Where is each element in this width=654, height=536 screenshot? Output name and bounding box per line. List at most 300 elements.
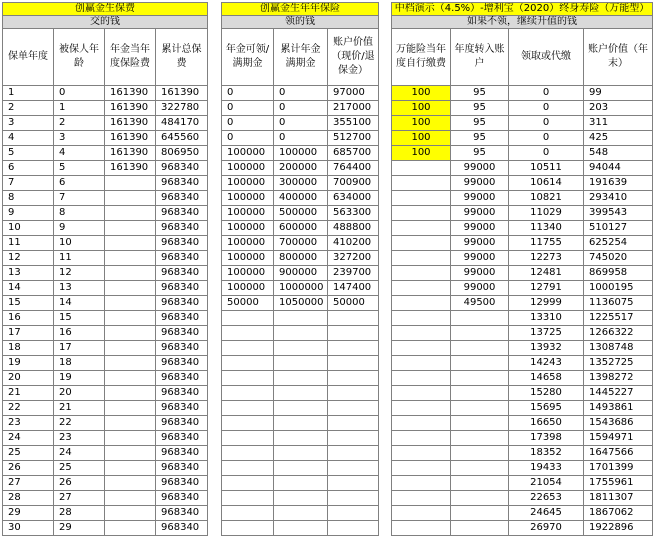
table-cell	[274, 401, 328, 416]
table-cell: 18352	[509, 446, 584, 461]
table-cell: 100000	[222, 236, 274, 251]
table-cell: 968340	[156, 266, 208, 281]
table-row	[3, 356, 208, 371]
table-row	[392, 431, 653, 446]
table-cell	[105, 251, 156, 266]
table-cell	[451, 311, 509, 326]
table-cell: 1811307	[584, 491, 653, 506]
table-cell	[274, 341, 328, 356]
table-cell	[392, 401, 451, 416]
table-cell: 161390	[105, 116, 156, 131]
table-cell	[328, 446, 379, 461]
table-cell	[105, 356, 156, 371]
table-cell: 23	[3, 416, 54, 431]
table-row	[222, 386, 379, 401]
table-cell	[105, 326, 156, 341]
table-cell: 968340	[156, 251, 208, 266]
table-cell: 1050000	[274, 296, 328, 311]
table-row	[222, 116, 379, 131]
table-row	[3, 341, 208, 356]
table-cell: 968340	[156, 191, 208, 206]
table-row	[3, 206, 208, 221]
table-cell	[222, 521, 274, 536]
table-cell	[392, 416, 451, 431]
table-cell	[222, 446, 274, 461]
table-cell	[451, 356, 509, 371]
table-cell	[392, 356, 451, 371]
table-cell: 968340	[156, 206, 208, 221]
table-row	[392, 476, 653, 491]
table-cell: 191639	[584, 176, 653, 191]
table-cell	[392, 341, 451, 356]
table-cell: 21	[54, 401, 105, 416]
table-cell	[105, 206, 156, 221]
table-cell	[105, 461, 156, 476]
table-cell: 300000	[274, 176, 328, 191]
table-cell	[451, 401, 509, 416]
table-row	[222, 206, 379, 221]
table-cell: 16	[3, 311, 54, 326]
table-cell	[451, 341, 509, 356]
table-cell	[274, 461, 328, 476]
table-cell: 4	[54, 146, 105, 161]
table-cell: 2	[3, 101, 54, 116]
table-cell: 95	[451, 86, 509, 101]
table-cell: 16	[54, 326, 105, 341]
table-cell: 1	[3, 86, 54, 101]
table-cell: 239700	[328, 266, 379, 281]
table-cell: 1543686	[584, 416, 653, 431]
table-cell: 1225517	[584, 311, 653, 326]
table-cell: 25	[54, 461, 105, 476]
table-cell	[451, 491, 509, 506]
table-row	[392, 131, 653, 146]
table-cell	[328, 461, 379, 476]
table-row	[3, 296, 208, 311]
table-cell	[222, 461, 274, 476]
table-row	[392, 236, 653, 251]
table-row	[392, 506, 653, 521]
table-cell: 968340	[156, 461, 208, 476]
table-cell: 12481	[509, 266, 584, 281]
table-cell	[328, 386, 379, 401]
table-cell: 29	[3, 506, 54, 521]
table-row	[392, 161, 653, 176]
table-cell: 217000	[328, 101, 379, 116]
header-row	[3, 29, 208, 86]
table-cell: 161390	[156, 86, 208, 101]
table-row	[392, 86, 653, 101]
column-header: 累计年金满期金	[274, 29, 328, 86]
table-cell: 100	[392, 86, 451, 101]
table-cell: 95	[451, 116, 509, 131]
table-cell	[392, 281, 451, 296]
table-cell	[105, 191, 156, 206]
table-row	[222, 326, 379, 341]
table-cell: 968340	[156, 431, 208, 446]
table-cell: 11755	[509, 236, 584, 251]
table-row	[222, 281, 379, 296]
table-cell: 968340	[156, 296, 208, 311]
table-cell	[392, 521, 451, 536]
table-cell: 99	[584, 86, 653, 101]
table-row	[392, 461, 653, 476]
table-cell: 15280	[509, 386, 584, 401]
table-cell: 10	[3, 221, 54, 236]
table-cell	[105, 476, 156, 491]
table-cell: 21054	[509, 476, 584, 491]
table-title: 创赢金生保费	[3, 3, 208, 16]
table-cell: 0	[222, 101, 274, 116]
table-cell	[451, 521, 509, 536]
table-row	[3, 101, 208, 116]
table-cell	[392, 176, 451, 191]
table-cell: 968340	[156, 491, 208, 506]
column-header: 年度转入账户	[451, 29, 509, 86]
table-cell	[392, 191, 451, 206]
table-cell: 800000	[274, 251, 328, 266]
table-row	[222, 371, 379, 386]
table-cell: 30	[3, 521, 54, 536]
table-subtitle: 如果不领，继续升值的钱	[392, 16, 653, 29]
table-cell: 5	[54, 161, 105, 176]
table-cell	[392, 461, 451, 476]
table-cell: 15	[54, 311, 105, 326]
table-row	[392, 356, 653, 371]
table-cell: 26	[3, 461, 54, 476]
table-cell: 99000	[451, 191, 509, 206]
table-cell: 0	[274, 116, 328, 131]
table-row	[222, 341, 379, 356]
table-cell: 26	[54, 476, 105, 491]
table-cell: 100000	[222, 281, 274, 296]
table-cell: 563300	[328, 206, 379, 221]
table-cell: 19	[3, 356, 54, 371]
table-cell: 2	[54, 116, 105, 131]
table-cell: 95	[451, 131, 509, 146]
table-cell: 968340	[156, 161, 208, 176]
table-row	[3, 266, 208, 281]
table-row	[392, 341, 653, 356]
table-cell	[392, 161, 451, 176]
table-cell	[392, 506, 451, 521]
table-cell: 11	[54, 251, 105, 266]
table-row	[3, 461, 208, 476]
table-cell: 161390	[105, 146, 156, 161]
premium-table	[2, 2, 208, 536]
table-cell: 0	[509, 86, 584, 101]
table-cell	[328, 506, 379, 521]
table-row	[3, 506, 208, 521]
table-row	[222, 86, 379, 101]
table-cell: 13	[54, 281, 105, 296]
table-row	[392, 401, 653, 416]
table-subtitle-row	[392, 16, 653, 29]
table-cell	[222, 371, 274, 386]
table-cell: 1493861	[584, 401, 653, 416]
table-cell: 95	[451, 101, 509, 116]
table-cell: 311	[584, 116, 653, 131]
table-cell: 355100	[328, 116, 379, 131]
table-row	[392, 326, 653, 341]
table-cell: 1136075	[584, 296, 653, 311]
table-cell: 700000	[274, 236, 328, 251]
table-cell: 10	[54, 236, 105, 251]
table-cell: 100	[392, 146, 451, 161]
table-cell: 764400	[328, 161, 379, 176]
table-cell: 100000	[222, 161, 274, 176]
table-cell: 1594971	[584, 431, 653, 446]
table-cell: 399543	[584, 206, 653, 221]
table-row	[392, 146, 653, 161]
table-cell	[274, 446, 328, 461]
table-cell: 8	[54, 206, 105, 221]
table-cell: 685700	[328, 146, 379, 161]
table-cell	[392, 371, 451, 386]
table-cell: 13310	[509, 311, 584, 326]
table-cell: 968340	[156, 341, 208, 356]
table-cell	[105, 431, 156, 446]
annuity-table	[221, 2, 379, 536]
table-cell: 99000	[451, 266, 509, 281]
table-row	[392, 221, 653, 236]
table-cell: 100000	[222, 176, 274, 191]
table-cell: 968340	[156, 176, 208, 191]
table-row	[3, 326, 208, 341]
table-cell	[274, 386, 328, 401]
table-cell	[274, 371, 328, 386]
table-cell: 968340	[156, 521, 208, 536]
table-cell	[222, 416, 274, 431]
table-row	[392, 491, 653, 506]
table-cell: 22	[3, 401, 54, 416]
table-row	[392, 281, 653, 296]
table-cell: 968340	[156, 506, 208, 521]
table-cell: 0	[222, 116, 274, 131]
table-cell: 4	[3, 131, 54, 146]
table-cell: 1266322	[584, 326, 653, 341]
table-cell	[274, 521, 328, 536]
table-row	[222, 506, 379, 521]
table-cell	[451, 371, 509, 386]
table-cell	[105, 221, 156, 236]
table-row	[392, 311, 653, 326]
table-cell: 1352725	[584, 356, 653, 371]
table-cell	[392, 236, 451, 251]
table-cell: 22	[54, 416, 105, 431]
table-cell	[222, 506, 274, 521]
table-cell: 12999	[509, 296, 584, 311]
table-cell	[105, 416, 156, 431]
table-cell	[451, 326, 509, 341]
header-row	[222, 29, 379, 86]
table-row	[392, 296, 653, 311]
table-cell: 968340	[156, 311, 208, 326]
column-header: 账户价值（现价/退保金）	[328, 29, 379, 86]
table-cell	[328, 311, 379, 326]
table-cell: 1755961	[584, 476, 653, 491]
table-cell: 100	[392, 131, 451, 146]
table-cell: 24	[3, 431, 54, 446]
table-cell: 625254	[584, 236, 653, 251]
table-cell: 19433	[509, 461, 584, 476]
table-cell: 1000000	[274, 281, 328, 296]
table-cell	[222, 431, 274, 446]
table-cell: 484170	[156, 116, 208, 131]
table-cell: 20	[54, 386, 105, 401]
table-cell: 1647566	[584, 446, 653, 461]
table-cell: 12	[3, 251, 54, 266]
table-row	[222, 401, 379, 416]
table-cell: 16650	[509, 416, 584, 431]
table-cell: 99000	[451, 251, 509, 266]
table-cell	[392, 296, 451, 311]
table-cell: 1445227	[584, 386, 653, 401]
table-row	[392, 176, 653, 191]
table-row	[222, 446, 379, 461]
table-cell	[274, 491, 328, 506]
table-cell: 3	[54, 131, 105, 146]
table-cell: 147400	[328, 281, 379, 296]
table-title-row	[3, 3, 208, 16]
table-cell	[105, 506, 156, 521]
table-cell	[328, 356, 379, 371]
table-cell: 49500	[451, 296, 509, 311]
table-cell: 869958	[584, 266, 653, 281]
table-cell: 19	[54, 371, 105, 386]
table-cell: 6	[54, 176, 105, 191]
table-cell	[105, 176, 156, 191]
table-cell: 50000	[328, 296, 379, 311]
table-cell: 425	[584, 131, 653, 146]
table-cell	[105, 401, 156, 416]
table-cell: 322780	[156, 101, 208, 116]
table-cell: 100000	[274, 146, 328, 161]
table-row	[392, 101, 653, 116]
table-cell: 50000	[222, 296, 274, 311]
table-cell	[105, 311, 156, 326]
table-row	[392, 521, 653, 536]
table-cell	[451, 506, 509, 521]
table-cell: 1701399	[584, 461, 653, 476]
table-cell	[105, 281, 156, 296]
table-cell	[328, 476, 379, 491]
table-cell	[105, 371, 156, 386]
table-row	[3, 281, 208, 296]
table-cell: 8	[3, 191, 54, 206]
table-cell: 18	[54, 356, 105, 371]
table-row	[3, 161, 208, 176]
table-row	[222, 161, 379, 176]
table-cell: 700900	[328, 176, 379, 191]
table-cell	[328, 521, 379, 536]
table-row	[3, 146, 208, 161]
table-cell: 14658	[509, 371, 584, 386]
table-row	[3, 386, 208, 401]
table-cell: 1000195	[584, 281, 653, 296]
table-title: 创赢金生年年保险	[222, 3, 379, 16]
table-row	[3, 191, 208, 206]
table-cell: 3	[3, 116, 54, 131]
table-cell	[451, 476, 509, 491]
table-cell	[274, 311, 328, 326]
table-cell: 1922896	[584, 521, 653, 536]
table-cell: 99000	[451, 281, 509, 296]
table-title-row	[392, 3, 653, 16]
table-cell: 968340	[156, 416, 208, 431]
table-cell: 0	[222, 131, 274, 146]
table-cell: 13725	[509, 326, 584, 341]
table-row	[222, 221, 379, 236]
table-cell: 0	[54, 86, 105, 101]
table-cell: 99000	[451, 206, 509, 221]
table-cell: 203	[584, 101, 653, 116]
table-cell	[392, 386, 451, 401]
table-cell	[222, 356, 274, 371]
table-row	[222, 476, 379, 491]
table-cell: 410200	[328, 236, 379, 251]
table-cell	[392, 266, 451, 281]
table-cell: 15	[3, 296, 54, 311]
table-cell: 99000	[451, 176, 509, 191]
table-cell: 100000	[222, 266, 274, 281]
table-cell	[222, 326, 274, 341]
table-row	[222, 356, 379, 371]
table-title: 中档演示（4.5%）-增利宝（2020）终身寿险（万能型）	[392, 3, 653, 16]
table-row	[392, 416, 653, 431]
table-cell: 968340	[156, 446, 208, 461]
table-cell	[274, 476, 328, 491]
header-row	[392, 29, 653, 86]
table-cell: 100000	[222, 206, 274, 221]
table-cell: 161390	[105, 131, 156, 146]
table-cell	[105, 386, 156, 401]
table-cell: 0	[509, 116, 584, 131]
table-cell: 29	[54, 521, 105, 536]
table-row	[392, 371, 653, 386]
table-cell: 17398	[509, 431, 584, 446]
table-subtitle: 交的钱	[3, 16, 208, 29]
table-cell: 100	[392, 101, 451, 116]
table-cell	[274, 506, 328, 521]
table-cell: 28	[3, 491, 54, 506]
table-cell	[392, 311, 451, 326]
table-row	[3, 521, 208, 536]
table-cell: 18	[3, 341, 54, 356]
table-cell: 634000	[328, 191, 379, 206]
table-cell: 1398272	[584, 371, 653, 386]
table-cell	[105, 236, 156, 251]
table-cell: 12	[54, 266, 105, 281]
table-row	[222, 416, 379, 431]
table-title-row	[222, 3, 379, 16]
column-header: 账户价值（年末）	[584, 29, 653, 86]
table-cell	[392, 431, 451, 446]
table-cell	[328, 401, 379, 416]
table-cell: 100	[392, 116, 451, 131]
table-cell: 100000	[222, 251, 274, 266]
table-cell: 14	[54, 296, 105, 311]
table-cell: 13932	[509, 341, 584, 356]
universal-life-table	[391, 2, 653, 536]
table-row	[222, 296, 379, 311]
table-cell	[105, 341, 156, 356]
table-cell: 15695	[509, 401, 584, 416]
table-cell: 12273	[509, 251, 584, 266]
table-cell: 11340	[509, 221, 584, 236]
table-cell	[222, 341, 274, 356]
table-cell: 100000	[222, 221, 274, 236]
